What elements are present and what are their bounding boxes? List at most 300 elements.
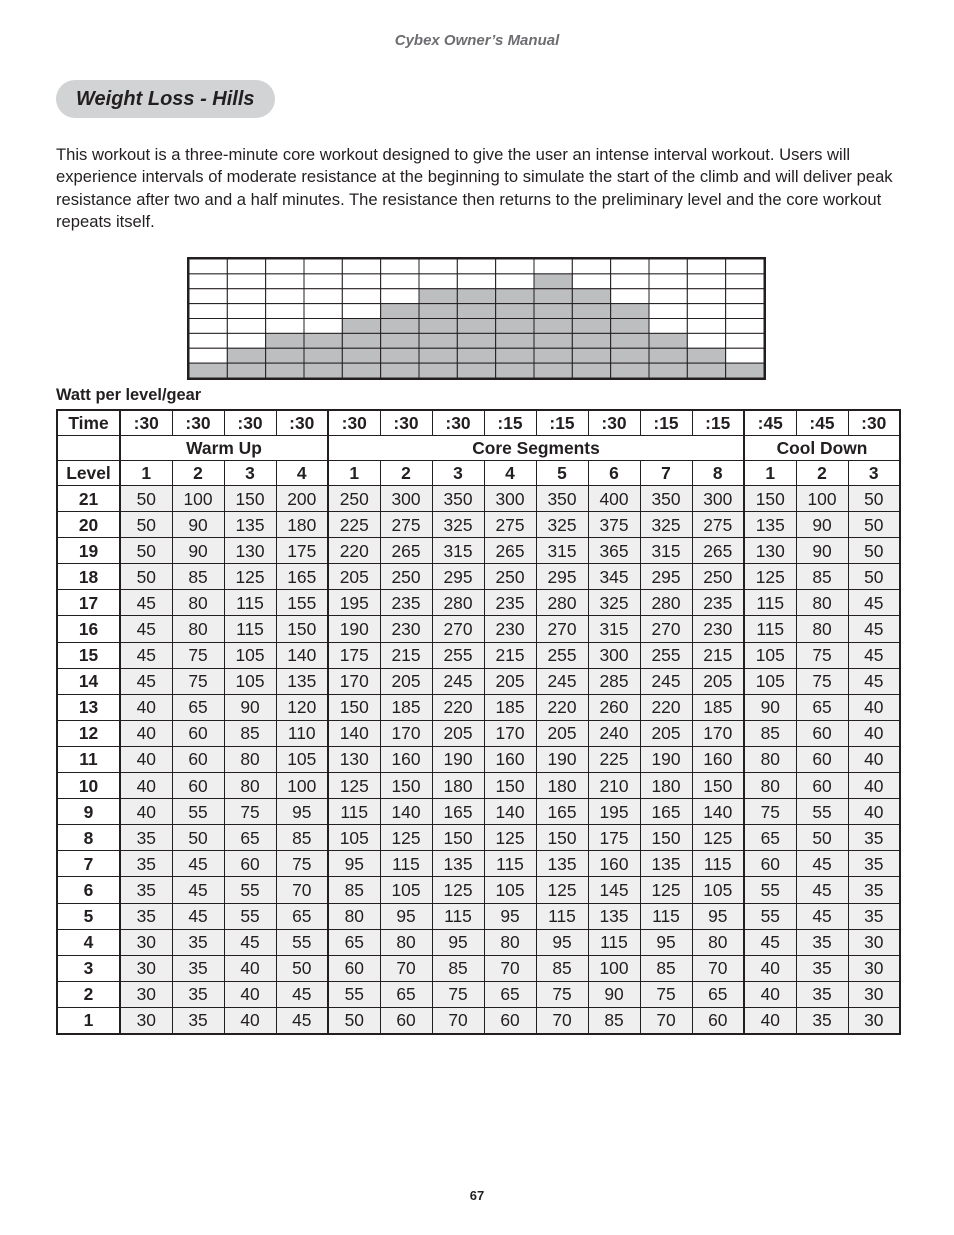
watt-value: 80 <box>380 929 432 955</box>
watt-value: 280 <box>432 590 484 616</box>
watt-value: 105 <box>224 668 276 694</box>
manual-header: Cybex Owner’s Manual <box>394 32 560 49</box>
watt-value: 90 <box>796 512 848 538</box>
profile-cell-empty <box>649 259 687 274</box>
watt-value: 345 <box>588 564 640 590</box>
level-number: 13 <box>57 694 120 720</box>
watt-value: 110 <box>276 720 328 746</box>
profile-cell-filled <box>342 333 380 348</box>
table-row <box>57 903 900 929</box>
profile-cell-empty <box>419 259 457 274</box>
profile-cell-filled <box>572 333 610 348</box>
level-number: 11 <box>57 746 120 772</box>
watt-value: 170 <box>484 720 536 746</box>
table-row <box>57 981 900 1007</box>
watt-value: 75 <box>172 642 224 668</box>
watt-value: 295 <box>536 564 588 590</box>
profile-cell-empty <box>342 289 380 304</box>
profile-cell-filled <box>266 363 304 378</box>
watt-value: 325 <box>536 512 588 538</box>
watt-value: 80 <box>172 590 224 616</box>
profile-cell-filled <box>496 333 534 348</box>
watt-value: 115 <box>224 616 276 642</box>
watt-value: 45 <box>796 877 848 903</box>
watt-value: 270 <box>536 616 588 642</box>
profile-cell-filled <box>534 363 572 378</box>
level-number: 5 <box>57 903 120 929</box>
watt-value: 215 <box>692 642 744 668</box>
watt-value: 195 <box>328 590 380 616</box>
profile-cell-empty <box>304 274 342 289</box>
profile-cell-filled <box>611 363 649 378</box>
profile-cell-empty <box>227 304 265 319</box>
profile-cell-filled <box>342 348 380 363</box>
table-row <box>57 590 900 616</box>
watt-value: 115 <box>484 851 536 877</box>
watt-value: 150 <box>640 825 692 851</box>
profile-cell-filled <box>419 304 457 319</box>
watt-value: 40 <box>848 746 900 772</box>
watt-value: 160 <box>588 851 640 877</box>
profile-cell-filled <box>496 348 534 363</box>
profile-cell-filled <box>381 363 419 378</box>
table-caption: Watt per level/gear <box>56 386 202 404</box>
watt-value: 140 <box>328 720 380 746</box>
watt-value: 60 <box>796 720 848 746</box>
table-row <box>57 1007 900 1034</box>
watt-value: 65 <box>380 981 432 1007</box>
profile-cell-filled <box>611 348 649 363</box>
watt-value: 70 <box>484 955 536 981</box>
watt-value: 40 <box>224 1007 276 1034</box>
watt-value: 35 <box>172 981 224 1007</box>
segment-number: 1 <box>120 461 172 486</box>
segment-number: 2 <box>796 461 848 486</box>
watt-value: 35 <box>796 1007 848 1034</box>
watt-value: 105 <box>276 746 328 772</box>
table-row <box>57 955 900 981</box>
profile-cell-filled <box>611 333 649 348</box>
watt-value: 90 <box>588 981 640 1007</box>
watt-value: 50 <box>848 564 900 590</box>
watt-value: 90 <box>796 538 848 564</box>
level-number: 18 <box>57 564 120 590</box>
time-cell: :30 <box>328 410 380 436</box>
profile-cell-empty <box>726 319 764 334</box>
level-number: 10 <box>57 773 120 799</box>
watt-value: 50 <box>796 825 848 851</box>
table-row <box>57 642 900 668</box>
watt-value: 135 <box>536 851 588 877</box>
watt-value: 375 <box>588 512 640 538</box>
watt-value: 65 <box>328 929 380 955</box>
watt-value: 105 <box>744 668 796 694</box>
profile-cell-empty <box>266 289 304 304</box>
profile-cell-empty <box>687 259 725 274</box>
profile-cell-filled <box>381 333 419 348</box>
watt-value: 60 <box>796 773 848 799</box>
watt-value: 135 <box>276 668 328 694</box>
watt-value: 75 <box>536 981 588 1007</box>
profile-cell-empty <box>381 259 419 274</box>
level-number: 19 <box>57 538 120 564</box>
watt-value: 40 <box>120 746 172 772</box>
watt-value: 70 <box>276 877 328 903</box>
watt-value: 205 <box>484 668 536 694</box>
watt-value: 325 <box>432 512 484 538</box>
watt-value: 400 <box>588 486 640 512</box>
watt-value: 165 <box>640 799 692 825</box>
watt-value: 185 <box>484 694 536 720</box>
watt-value: 30 <box>120 1007 172 1034</box>
watt-value: 45 <box>120 590 172 616</box>
profile-cell-filled <box>687 348 725 363</box>
watt-value: 55 <box>744 903 796 929</box>
watt-value: 260 <box>588 694 640 720</box>
watt-value: 70 <box>640 1007 692 1034</box>
table-row <box>57 877 900 903</box>
profile-cell-empty <box>381 274 419 289</box>
profile-cell-empty <box>189 259 227 274</box>
profile-cell-filled <box>534 289 572 304</box>
watt-value: 115 <box>640 903 692 929</box>
watt-value: 115 <box>432 903 484 929</box>
watt-value: 300 <box>588 642 640 668</box>
profile-cell-empty <box>189 289 227 304</box>
watt-value: 250 <box>380 564 432 590</box>
watt-value: 60 <box>380 1007 432 1034</box>
watt-value: 35 <box>848 851 900 877</box>
profile-cell-filled <box>534 274 572 289</box>
segment-number: 3 <box>848 461 900 486</box>
watt-value: 280 <box>640 590 692 616</box>
watt-value: 315 <box>640 538 692 564</box>
profile-cell-empty <box>304 289 342 304</box>
time-cell: :30 <box>276 410 328 436</box>
watt-value: 180 <box>276 512 328 538</box>
group-spacer <box>57 436 120 461</box>
watt-value: 135 <box>744 512 796 538</box>
profile-cell-empty <box>266 319 304 334</box>
watt-value: 225 <box>588 746 640 772</box>
watt-value: 265 <box>484 538 536 564</box>
watt-value: 115 <box>744 616 796 642</box>
watt-value: 170 <box>328 668 380 694</box>
profile-cell-empty <box>189 274 227 289</box>
profile-cell-empty <box>227 274 265 289</box>
profile-cell-filled <box>419 363 457 378</box>
profile-cell-empty <box>227 319 265 334</box>
table-row <box>57 773 900 799</box>
watt-value: 350 <box>536 486 588 512</box>
watt-value: 220 <box>536 694 588 720</box>
watt-value: 100 <box>796 486 848 512</box>
watt-value: 50 <box>848 486 900 512</box>
watt-value: 205 <box>536 720 588 746</box>
watt-value: 135 <box>640 851 692 877</box>
profile-cell-filled <box>496 304 534 319</box>
profile-cell-empty <box>304 259 342 274</box>
watt-value: 85 <box>744 720 796 746</box>
watt-value: 135 <box>224 512 276 538</box>
watt-value: 40 <box>224 955 276 981</box>
profile-cell-filled <box>611 319 649 334</box>
level-number: 15 <box>57 642 120 668</box>
profile-cell-empty <box>342 274 380 289</box>
watt-value: 55 <box>172 799 224 825</box>
watt-value: 40 <box>744 955 796 981</box>
watt-value: 195 <box>588 799 640 825</box>
watt-value: 350 <box>432 486 484 512</box>
profile-cell-empty <box>572 259 610 274</box>
profile-cell-filled <box>687 363 725 378</box>
watt-value: 220 <box>328 538 380 564</box>
profile-cell-filled <box>266 348 304 363</box>
profile-cell-filled <box>534 348 572 363</box>
watt-value: 75 <box>224 799 276 825</box>
watt-value: 270 <box>640 616 692 642</box>
watt-value: 60 <box>796 746 848 772</box>
table-row <box>57 538 900 564</box>
profile-cell-empty <box>189 319 227 334</box>
segment-number: 8 <box>692 461 744 486</box>
watt-value: 150 <box>692 773 744 799</box>
profile-cell-filled <box>496 289 534 304</box>
watt-value: 175 <box>276 538 328 564</box>
watt-value: 80 <box>692 929 744 955</box>
watt-value: 80 <box>796 616 848 642</box>
watt-value: 40 <box>848 773 900 799</box>
watt-value: 150 <box>432 825 484 851</box>
watt-value: 80 <box>328 903 380 929</box>
watt-value: 295 <box>432 564 484 590</box>
watt-value: 300 <box>484 486 536 512</box>
watt-value: 80 <box>172 616 224 642</box>
watt-value: 30 <box>120 929 172 955</box>
watt-value: 165 <box>536 799 588 825</box>
profile-cell-filled <box>381 319 419 334</box>
watt-value: 65 <box>484 981 536 1007</box>
watt-value: 315 <box>536 538 588 564</box>
watt-value: 40 <box>848 720 900 746</box>
segment-number: 7 <box>640 461 692 486</box>
watt-value: 60 <box>172 773 224 799</box>
time-cell: :15 <box>692 410 744 436</box>
watt-value: 80 <box>224 773 276 799</box>
profile-cell-filled <box>419 348 457 363</box>
watt-value: 130 <box>328 746 380 772</box>
profile-cell-filled <box>266 333 304 348</box>
watt-value: 35 <box>120 877 172 903</box>
watt-value: 125 <box>224 564 276 590</box>
watt-value: 215 <box>484 642 536 668</box>
watt-value: 90 <box>744 694 796 720</box>
watt-value: 150 <box>744 486 796 512</box>
watt-value: 125 <box>640 877 692 903</box>
time-cell: :30 <box>224 410 276 436</box>
watt-value: 70 <box>432 1007 484 1034</box>
watt-value: 315 <box>588 616 640 642</box>
watt-value: 190 <box>432 746 484 772</box>
profile-cell-empty <box>342 304 380 319</box>
profile-cell-empty <box>611 259 649 274</box>
watt-value: 40 <box>744 981 796 1007</box>
profile-cell-empty <box>227 289 265 304</box>
segment-number: 5 <box>536 461 588 486</box>
table-row <box>57 746 900 772</box>
watt-value: 40 <box>848 799 900 825</box>
profile-cell-filled <box>611 304 649 319</box>
table-row <box>57 486 900 512</box>
profile-cell-empty <box>687 304 725 319</box>
segment-number: 2 <box>172 461 224 486</box>
watt-value: 85 <box>640 955 692 981</box>
watt-value: 325 <box>588 590 640 616</box>
watt-value: 225 <box>328 512 380 538</box>
watt-value: 30 <box>848 981 900 1007</box>
watt-value: 105 <box>328 825 380 851</box>
profile-cell-empty <box>687 333 725 348</box>
watt-value: 275 <box>484 512 536 538</box>
watt-value: 115 <box>692 851 744 877</box>
watt-value: 115 <box>328 799 380 825</box>
table-row <box>57 825 900 851</box>
profile-cell-empty <box>457 274 495 289</box>
watt-value: 85 <box>536 955 588 981</box>
table-row <box>57 720 900 746</box>
section-title: Weight Loss - Hills <box>56 80 275 118</box>
time-cell: :15 <box>536 410 588 436</box>
watt-value: 35 <box>848 877 900 903</box>
watt-value: 60 <box>484 1007 536 1034</box>
watt-value: 150 <box>328 694 380 720</box>
watt-value: 65 <box>744 825 796 851</box>
watt-value: 150 <box>484 773 536 799</box>
watt-value: 300 <box>692 486 744 512</box>
profile-cell-empty <box>534 259 572 274</box>
watt-value: 85 <box>432 955 484 981</box>
watt-value: 35 <box>172 1007 224 1034</box>
profile-cell-filled <box>419 289 457 304</box>
watt-value: 45 <box>848 616 900 642</box>
level-number: 6 <box>57 877 120 903</box>
watt-value: 180 <box>432 773 484 799</box>
watt-value: 105 <box>224 642 276 668</box>
segment-number: 3 <box>224 461 276 486</box>
watt-value: 270 <box>432 616 484 642</box>
watt-value: 60 <box>744 851 796 877</box>
watt-value: 300 <box>380 486 432 512</box>
watt-value: 325 <box>640 512 692 538</box>
watt-value: 75 <box>432 981 484 1007</box>
watt-value: 100 <box>172 486 224 512</box>
watt-value: 255 <box>640 642 692 668</box>
watt-value: 250 <box>484 564 536 590</box>
profile-cell-empty <box>496 259 534 274</box>
watt-value: 80 <box>744 746 796 772</box>
watt-value: 160 <box>692 746 744 772</box>
watt-value: 60 <box>172 746 224 772</box>
watt-value: 125 <box>692 825 744 851</box>
watt-value: 85 <box>328 877 380 903</box>
watt-value: 65 <box>796 694 848 720</box>
level-header-row <box>57 461 900 486</box>
level-number: 9 <box>57 799 120 825</box>
watt-value: 40 <box>744 1007 796 1034</box>
profile-cell-filled <box>304 363 342 378</box>
segment-group-label: Warm Up <box>120 436 328 461</box>
profile-cell-empty <box>649 274 687 289</box>
watt-value: 125 <box>484 825 536 851</box>
profile-cell-filled <box>534 333 572 348</box>
watt-value: 90 <box>172 512 224 538</box>
profile-cell-empty <box>266 274 304 289</box>
watt-value: 190 <box>640 746 692 772</box>
watt-value: 35 <box>796 981 848 1007</box>
watt-value: 275 <box>380 512 432 538</box>
time-label: Time <box>57 410 120 436</box>
segment-number: 4 <box>276 461 328 486</box>
watt-value: 250 <box>328 486 380 512</box>
workout-profile-svg <box>189 259 764 378</box>
profile-cell-empty <box>687 289 725 304</box>
profile-cell-empty <box>266 304 304 319</box>
watt-value: 250 <box>692 564 744 590</box>
watt-value: 245 <box>640 668 692 694</box>
table-row <box>57 929 900 955</box>
watt-value: 60 <box>172 720 224 746</box>
watt-value: 60 <box>224 851 276 877</box>
segment-number: 2 <box>380 461 432 486</box>
profile-cell-empty <box>611 274 649 289</box>
level-number: 16 <box>57 616 120 642</box>
watt-value: 85 <box>588 1007 640 1034</box>
watt-value: 245 <box>432 668 484 694</box>
table-row <box>57 694 900 720</box>
watt-value: 125 <box>380 825 432 851</box>
watt-value: 95 <box>328 851 380 877</box>
segment-number: 1 <box>744 461 796 486</box>
watt-value: 50 <box>276 955 328 981</box>
watt-value: 115 <box>224 590 276 616</box>
profile-cell-empty <box>189 333 227 348</box>
watt-value: 95 <box>692 903 744 929</box>
watt-value: 30 <box>120 981 172 1007</box>
watt-value: 35 <box>120 851 172 877</box>
profile-cell-filled <box>649 348 687 363</box>
watt-value: 65 <box>692 981 744 1007</box>
watt-value: 30 <box>848 1007 900 1034</box>
watt-value: 35 <box>848 825 900 851</box>
watt-value: 255 <box>432 642 484 668</box>
watt-value: 365 <box>588 538 640 564</box>
profile-cell-empty <box>726 304 764 319</box>
watt-value: 45 <box>172 877 224 903</box>
watt-value: 45 <box>120 642 172 668</box>
watt-value: 75 <box>796 642 848 668</box>
watt-value: 45 <box>796 903 848 929</box>
watt-value: 180 <box>536 773 588 799</box>
watt-value: 115 <box>380 851 432 877</box>
profile-cell-filled <box>381 304 419 319</box>
watt-value: 50 <box>120 486 172 512</box>
watt-value: 45 <box>276 1007 328 1034</box>
watt-value: 45 <box>848 590 900 616</box>
watt-value: 45 <box>744 929 796 955</box>
profile-cell-empty <box>726 289 764 304</box>
profile-cell-filled <box>227 348 265 363</box>
profile-cell-empty <box>189 348 227 363</box>
